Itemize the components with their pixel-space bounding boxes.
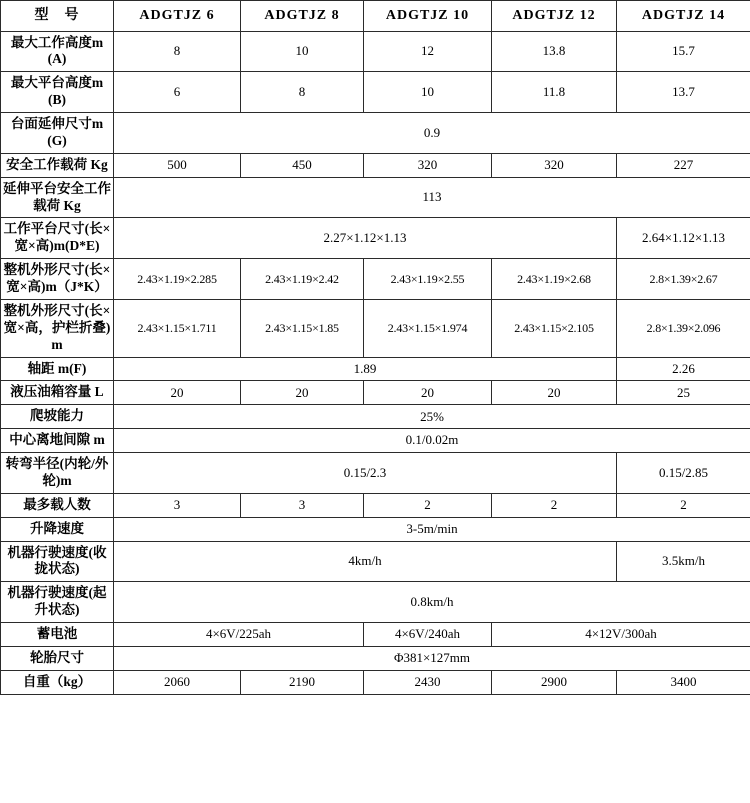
data-cell: 3400 bbox=[617, 670, 750, 694]
row-label: 安全工作载荷 Kg bbox=[1, 153, 114, 177]
data-cell: 2.43×1.19×2.55 bbox=[364, 259, 492, 300]
data-cell: 4×6V/225ah bbox=[114, 623, 364, 647]
table-row bbox=[1, 299, 750, 357]
row-label: 转弯半径(内轮/外轮)m bbox=[1, 453, 114, 494]
data-cell: 3-5m/min bbox=[114, 517, 750, 541]
row-label: 工作平台尺寸(长×宽×高)m(D*E) bbox=[1, 218, 114, 259]
row-label: 液压油箱容量 L bbox=[1, 381, 114, 405]
table-row bbox=[1, 646, 750, 670]
table-row bbox=[1, 218, 750, 259]
data-cell: 20 bbox=[114, 381, 241, 405]
table-row bbox=[1, 357, 750, 381]
data-cell: 1.89 bbox=[114, 357, 617, 381]
data-cell: 2.43×1.15×1.85 bbox=[241, 299, 364, 357]
row-label: 最大平台高度m(B) bbox=[1, 72, 114, 113]
data-cell: 4×6V/240ah bbox=[364, 623, 492, 647]
row-label: 升降速度 bbox=[1, 517, 114, 541]
data-cell: 13.7 bbox=[617, 72, 750, 113]
data-cell: 0.8km/h bbox=[114, 582, 750, 623]
data-cell: 2900 bbox=[492, 670, 617, 694]
table-row bbox=[1, 113, 750, 154]
data-cell: 20 bbox=[241, 381, 364, 405]
table-row bbox=[1, 177, 750, 218]
data-cell: 113 bbox=[114, 177, 750, 218]
data-cell: 2 bbox=[617, 493, 750, 517]
data-cell: 2.43×1.19×2.68 bbox=[492, 259, 617, 300]
table-row bbox=[1, 670, 750, 694]
data-cell: 2430 bbox=[364, 670, 492, 694]
data-cell: 2.43×1.19×2.285 bbox=[114, 259, 241, 300]
data-cell: 25% bbox=[114, 405, 750, 429]
data-cell: 2.8×1.39×2.67 bbox=[617, 259, 750, 300]
data-cell: 11.8 bbox=[492, 72, 617, 113]
data-cell: 12 bbox=[364, 31, 492, 72]
data-cell: 3.5km/h bbox=[617, 541, 750, 582]
data-cell: 227 bbox=[617, 153, 750, 177]
row-label: 台面延伸尺寸m(G) bbox=[1, 113, 114, 154]
table-row bbox=[1, 31, 750, 72]
data-cell: 3 bbox=[114, 493, 241, 517]
table-body bbox=[1, 1, 750, 695]
table-row bbox=[1, 405, 750, 429]
data-cell: 2060 bbox=[114, 670, 241, 694]
data-cell: 2 bbox=[492, 493, 617, 517]
data-cell: 0.9 bbox=[114, 113, 750, 154]
data-cell: 2.8×1.39×2.096 bbox=[617, 299, 750, 357]
table-row bbox=[1, 541, 750, 582]
data-cell: 0.15/2.3 bbox=[114, 453, 617, 494]
data-cell: 4km/h bbox=[114, 541, 617, 582]
data-cell: 2190 bbox=[241, 670, 364, 694]
table-header-row bbox=[1, 1, 750, 32]
row-label: 机器行驶速度(收拢状态) bbox=[1, 541, 114, 582]
data-cell: 20 bbox=[492, 381, 617, 405]
header-cell-model-4: ADGTJZ 12 bbox=[492, 1, 617, 32]
row-label: 轮胎尺寸 bbox=[1, 646, 114, 670]
header-cell-model-2: ADGTJZ 8 bbox=[241, 1, 364, 32]
row-label: 自重（kg） bbox=[1, 670, 114, 694]
data-cell: 2.26 bbox=[617, 357, 750, 381]
data-cell: 13.8 bbox=[492, 31, 617, 72]
header-cell-model-1: ADGTJZ 6 bbox=[114, 1, 241, 32]
data-cell: 10 bbox=[241, 31, 364, 72]
data-cell: 25 bbox=[617, 381, 750, 405]
data-cell: 2.27×1.12×1.13 bbox=[114, 218, 617, 259]
row-label: 蓄电池 bbox=[1, 623, 114, 647]
table-row bbox=[1, 517, 750, 541]
data-cell: 450 bbox=[241, 153, 364, 177]
table-row bbox=[1, 623, 750, 647]
table-row bbox=[1, 259, 750, 300]
table-row bbox=[1, 429, 750, 453]
row-label: 最多载人数 bbox=[1, 493, 114, 517]
data-cell: 500 bbox=[114, 153, 241, 177]
header-cell-model-5: ADGTJZ 14 bbox=[617, 1, 750, 32]
row-label: 中心离地间隙 m bbox=[1, 429, 114, 453]
data-cell: 15.7 bbox=[617, 31, 750, 72]
data-cell: 8 bbox=[114, 31, 241, 72]
data-cell: 6 bbox=[114, 72, 241, 113]
table-row bbox=[1, 381, 750, 405]
table-row bbox=[1, 153, 750, 177]
table-row bbox=[1, 493, 750, 517]
data-cell: 2.43×1.15×2.105 bbox=[492, 299, 617, 357]
data-cell: 0.1/0.02m bbox=[114, 429, 750, 453]
row-label: 最大工作高度m(A) bbox=[1, 31, 114, 72]
data-cell: 0.15/2.85 bbox=[617, 453, 750, 494]
data-cell: 8 bbox=[241, 72, 364, 113]
table-row bbox=[1, 582, 750, 623]
data-cell: 3 bbox=[241, 493, 364, 517]
row-label: 延伸平台安全工作载荷 Kg bbox=[1, 177, 114, 218]
row-label: 轴距 m(F) bbox=[1, 357, 114, 381]
data-cell: 2.64×1.12×1.13 bbox=[617, 218, 750, 259]
data-cell: 320 bbox=[492, 153, 617, 177]
row-label: 整机外形尺寸(长×宽×高，护栏折叠)m bbox=[1, 299, 114, 357]
data-cell: 2.43×1.19×2.42 bbox=[241, 259, 364, 300]
data-cell: Φ381×127mm bbox=[114, 646, 750, 670]
data-cell: 320 bbox=[364, 153, 492, 177]
row-label: 爬坡能力 bbox=[1, 405, 114, 429]
data-cell: 4×12V/300ah bbox=[492, 623, 750, 647]
data-cell: 20 bbox=[364, 381, 492, 405]
header-cell-model: 型 号 bbox=[1, 1, 114, 32]
data-cell: 2.43×1.15×1.974 bbox=[364, 299, 492, 357]
header-cell-model-3: ADGTJZ 10 bbox=[364, 1, 492, 32]
data-cell: 10 bbox=[364, 72, 492, 113]
data-cell: 2.43×1.15×1.711 bbox=[114, 299, 241, 357]
table-row bbox=[1, 72, 750, 113]
data-cell: 2 bbox=[364, 493, 492, 517]
row-label: 机器行驶速度(起升状态) bbox=[1, 582, 114, 623]
table-row bbox=[1, 453, 750, 494]
row-label: 整机外形尺寸(长×宽×高)m（J*K） bbox=[1, 259, 114, 300]
